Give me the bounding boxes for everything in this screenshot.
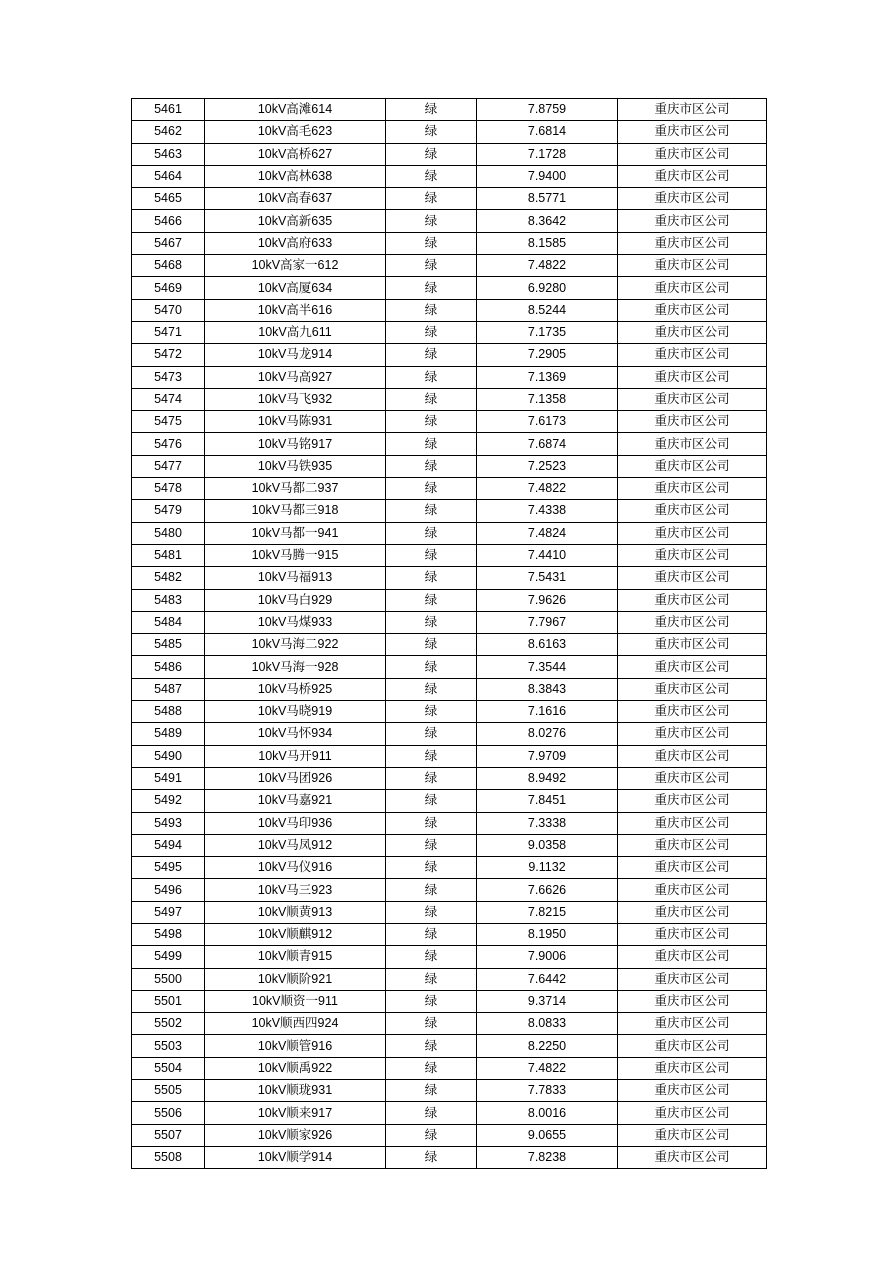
- cell-id: 5463: [132, 143, 205, 165]
- cell-value: 7.1616: [477, 701, 618, 723]
- cell-id: 5504: [132, 1057, 205, 1079]
- cell-value: 7.1728: [477, 143, 618, 165]
- cell-line-name: 10kV顺资一911: [205, 990, 386, 1012]
- cell-value: 7.6874: [477, 433, 618, 455]
- table-row: [132, 990, 767, 1012]
- cell-id: 5506: [132, 1102, 205, 1124]
- table-row: [132, 165, 767, 187]
- cell-value: 8.5771: [477, 188, 618, 210]
- cell-value: 7.1358: [477, 388, 618, 410]
- cell-color: 绿: [386, 923, 477, 945]
- cell-id: 5469: [132, 277, 205, 299]
- table-row: [132, 433, 767, 455]
- table-row: [132, 701, 767, 723]
- cell-line-name: 10kV顺西四924: [205, 1013, 386, 1035]
- cell-id: 5461: [132, 99, 205, 121]
- cell-value: 7.5431: [477, 567, 618, 589]
- table-row: [132, 344, 767, 366]
- cell-id: 5502: [132, 1013, 205, 1035]
- cell-color: 绿: [386, 901, 477, 923]
- cell-value: 7.6173: [477, 411, 618, 433]
- cell-value: 7.6626: [477, 879, 618, 901]
- table-row: [132, 923, 767, 945]
- cell-company: 重庆市区公司: [618, 1057, 767, 1079]
- cell-company: 重庆市区公司: [618, 165, 767, 187]
- cell-value: 7.4824: [477, 522, 618, 544]
- table-row: [132, 611, 767, 633]
- cell-company: 重庆市区公司: [618, 143, 767, 165]
- cell-line-name: 10kV高厦634: [205, 277, 386, 299]
- table-row: [132, 544, 767, 566]
- cell-id: 5491: [132, 767, 205, 789]
- cell-company: 重庆市区公司: [618, 701, 767, 723]
- cell-value: 7.4822: [477, 1057, 618, 1079]
- cell-id: 5468: [132, 255, 205, 277]
- cell-value: 8.5244: [477, 299, 618, 321]
- cell-line-name: 10kV马都一941: [205, 522, 386, 544]
- cell-company: 重庆市区公司: [618, 388, 767, 410]
- table-row: [132, 455, 767, 477]
- cell-line-name: 10kV马飞932: [205, 388, 386, 410]
- data-table-container: [131, 98, 761, 1169]
- cell-value: 7.4822: [477, 255, 618, 277]
- cell-line-name: 10kV顺麒912: [205, 923, 386, 945]
- cell-line-name: 10kV马煤933: [205, 611, 386, 633]
- cell-company: 重庆市区公司: [618, 745, 767, 767]
- cell-company: 重庆市区公司: [618, 188, 767, 210]
- cell-line-name: 10kV高毛623: [205, 121, 386, 143]
- cell-value: 8.1585: [477, 232, 618, 254]
- cell-company: 重庆市区公司: [618, 567, 767, 589]
- cell-id: 5473: [132, 366, 205, 388]
- cell-line-name: 10kV马三923: [205, 879, 386, 901]
- cell-line-name: 10kV高府633: [205, 232, 386, 254]
- cell-company: 重庆市区公司: [618, 1146, 767, 1168]
- cell-value: 7.8451: [477, 790, 618, 812]
- cell-line-name: 10kV马腾一915: [205, 544, 386, 566]
- cell-line-name: 10kV马海一928: [205, 656, 386, 678]
- cell-company: 重庆市区公司: [618, 255, 767, 277]
- cell-id: 5474: [132, 388, 205, 410]
- cell-color: 绿: [386, 500, 477, 522]
- cell-company: 重庆市区公司: [618, 611, 767, 633]
- cell-color: 绿: [386, 656, 477, 678]
- cell-color: 绿: [386, 388, 477, 410]
- cell-id: 5503: [132, 1035, 205, 1057]
- cell-line-name: 10kV高桥627: [205, 143, 386, 165]
- cell-value: 7.4410: [477, 544, 618, 566]
- table-row: [132, 1013, 767, 1035]
- table-row: [132, 812, 767, 834]
- cell-line-name: 10kV马福913: [205, 567, 386, 589]
- cell-company: 重庆市区公司: [618, 946, 767, 968]
- cell-company: 重庆市区公司: [618, 366, 767, 388]
- cell-color: 绿: [386, 857, 477, 879]
- cell-id: 5508: [132, 1146, 205, 1168]
- cell-id: 5501: [132, 990, 205, 1012]
- cell-line-name: 10kV顺禹922: [205, 1057, 386, 1079]
- cell-color: 绿: [386, 567, 477, 589]
- cell-color: 绿: [386, 366, 477, 388]
- cell-company: 重庆市区公司: [618, 344, 767, 366]
- cell-color: 绿: [386, 1057, 477, 1079]
- cell-color: 绿: [386, 701, 477, 723]
- table-row: [132, 790, 767, 812]
- cell-id: 5499: [132, 946, 205, 968]
- cell-company: 重庆市区公司: [618, 634, 767, 656]
- cell-company: 重庆市区公司: [618, 232, 767, 254]
- cell-company: 重庆市区公司: [618, 767, 767, 789]
- table-row: [132, 411, 767, 433]
- cell-color: 绿: [386, 879, 477, 901]
- cell-line-name: 10kV顺阶921: [205, 968, 386, 990]
- cell-color: 绿: [386, 299, 477, 321]
- cell-id: 5465: [132, 188, 205, 210]
- table-row: [132, 366, 767, 388]
- cell-id: 5478: [132, 478, 205, 500]
- cell-company: 重庆市区公司: [618, 411, 767, 433]
- cell-value: 8.3642: [477, 210, 618, 232]
- cell-value: 7.7967: [477, 611, 618, 633]
- cell-company: 重庆市区公司: [618, 121, 767, 143]
- table-row: [132, 299, 767, 321]
- cell-id: 5488: [132, 701, 205, 723]
- cell-color: 绿: [386, 143, 477, 165]
- cell-company: 重庆市区公司: [618, 723, 767, 745]
- cell-company: 重庆市区公司: [618, 544, 767, 566]
- table-row: [132, 99, 767, 121]
- cell-company: 重庆市区公司: [618, 500, 767, 522]
- cell-color: 绿: [386, 165, 477, 187]
- cell-line-name: 10kV马印936: [205, 812, 386, 834]
- cell-line-name: 10kV马仪916: [205, 857, 386, 879]
- cell-line-name: 10kV马白929: [205, 589, 386, 611]
- cell-color: 绿: [386, 1013, 477, 1035]
- cell-value: 7.6442: [477, 968, 618, 990]
- cell-id: 5495: [132, 857, 205, 879]
- cell-color: 绿: [386, 834, 477, 856]
- cell-value: 7.4338: [477, 500, 618, 522]
- cell-id: 5472: [132, 344, 205, 366]
- cell-value: 7.2523: [477, 455, 618, 477]
- cell-company: 重庆市区公司: [618, 277, 767, 299]
- cell-line-name: 10kV马凤912: [205, 834, 386, 856]
- cell-company: 重庆市区公司: [618, 1013, 767, 1035]
- cell-line-name: 10kV顺来917: [205, 1102, 386, 1124]
- cell-id: 5492: [132, 790, 205, 812]
- cell-id: 5479: [132, 500, 205, 522]
- cell-value: 8.0016: [477, 1102, 618, 1124]
- cell-id: 5484: [132, 611, 205, 633]
- cell-value: 7.2905: [477, 344, 618, 366]
- cell-color: 绿: [386, 1080, 477, 1102]
- cell-line-name: 10kV马怀934: [205, 723, 386, 745]
- table-row: [132, 834, 767, 856]
- cell-line-name: 10kV马团926: [205, 767, 386, 789]
- cell-value: 7.3338: [477, 812, 618, 834]
- cell-company: 重庆市区公司: [618, 210, 767, 232]
- cell-value: 9.1132: [477, 857, 618, 879]
- cell-id: 5471: [132, 321, 205, 343]
- cell-color: 绿: [386, 968, 477, 990]
- table-row: [132, 634, 767, 656]
- table-row: [132, 1146, 767, 1168]
- cell-line-name: 10kV高林638: [205, 165, 386, 187]
- cell-value: 7.4822: [477, 478, 618, 500]
- cell-value: 8.9492: [477, 767, 618, 789]
- cell-color: 绿: [386, 723, 477, 745]
- cell-line-name: 10kV顺学914: [205, 1146, 386, 1168]
- cell-color: 绿: [386, 1102, 477, 1124]
- cell-line-name: 10kV马嘉921: [205, 790, 386, 812]
- cell-value: 9.0655: [477, 1124, 618, 1146]
- cell-value: 9.0358: [477, 834, 618, 856]
- cell-value: 7.8238: [477, 1146, 618, 1168]
- cell-id: 5498: [132, 923, 205, 945]
- cell-id: 5477: [132, 455, 205, 477]
- cell-value: 8.3843: [477, 678, 618, 700]
- cell-value: 7.1369: [477, 366, 618, 388]
- cell-id: 5462: [132, 121, 205, 143]
- cell-id: 5476: [132, 433, 205, 455]
- cell-color: 绿: [386, 232, 477, 254]
- cell-company: 重庆市区公司: [618, 790, 767, 812]
- table-row: [132, 210, 767, 232]
- cell-value: 7.9709: [477, 745, 618, 767]
- cell-value: 7.1735: [477, 321, 618, 343]
- cell-id: 5487: [132, 678, 205, 700]
- cell-company: 重庆市区公司: [618, 589, 767, 611]
- cell-company: 重庆市区公司: [618, 321, 767, 343]
- cell-company: 重庆市区公司: [618, 522, 767, 544]
- cell-value: 9.3714: [477, 990, 618, 1012]
- cell-color: 绿: [386, 990, 477, 1012]
- cell-color: 绿: [386, 121, 477, 143]
- cell-color: 绿: [386, 277, 477, 299]
- cell-color: 绿: [386, 946, 477, 968]
- cell-value: 8.0833: [477, 1013, 618, 1035]
- table-row: [132, 1057, 767, 1079]
- cell-line-name: 10kV顺青915: [205, 946, 386, 968]
- cell-line-name: 10kV高新635: [205, 210, 386, 232]
- cell-line-name: 10kV马晓919: [205, 701, 386, 723]
- cell-company: 重庆市区公司: [618, 99, 767, 121]
- cell-color: 绿: [386, 544, 477, 566]
- cell-color: 绿: [386, 1124, 477, 1146]
- cell-id: 5467: [132, 232, 205, 254]
- table-row: [132, 678, 767, 700]
- cell-id: 5482: [132, 567, 205, 589]
- table-row: [132, 522, 767, 544]
- table-row: [132, 1080, 767, 1102]
- table-row: [132, 321, 767, 343]
- table-row: [132, 901, 767, 923]
- cell-id: 5464: [132, 165, 205, 187]
- cell-color: 绿: [386, 478, 477, 500]
- cell-color: 绿: [386, 321, 477, 343]
- table-row: [132, 723, 767, 745]
- cell-company: 重庆市区公司: [618, 656, 767, 678]
- cell-value: 8.2250: [477, 1035, 618, 1057]
- table-row: [132, 857, 767, 879]
- cell-id: 5505: [132, 1080, 205, 1102]
- cell-id: 5470: [132, 299, 205, 321]
- table-row: [132, 767, 767, 789]
- table-row: [132, 946, 767, 968]
- cell-color: 绿: [386, 411, 477, 433]
- cell-id: 5466: [132, 210, 205, 232]
- cell-color: 绿: [386, 522, 477, 544]
- cell-company: 重庆市区公司: [618, 1035, 767, 1057]
- cell-company: 重庆市区公司: [618, 678, 767, 700]
- table-row: [132, 1124, 767, 1146]
- cell-company: 重庆市区公司: [618, 990, 767, 1012]
- table-row: [132, 188, 767, 210]
- cell-color: 绿: [386, 790, 477, 812]
- cell-line-name: 10kV马海二922: [205, 634, 386, 656]
- cell-color: 绿: [386, 745, 477, 767]
- cell-line-name: 10kV顺黄913: [205, 901, 386, 923]
- table-row: [132, 121, 767, 143]
- cell-line-name: 10kV马铁935: [205, 455, 386, 477]
- table-row: [132, 589, 767, 611]
- cell-line-name: 10kV顺珑931: [205, 1080, 386, 1102]
- table-row: [132, 567, 767, 589]
- cell-color: 绿: [386, 1146, 477, 1168]
- cell-company: 重庆市区公司: [618, 433, 767, 455]
- cell-company: 重庆市区公司: [618, 478, 767, 500]
- table-row: [132, 1035, 767, 1057]
- table-row: [132, 388, 767, 410]
- cell-id: 5485: [132, 634, 205, 656]
- cell-color: 绿: [386, 589, 477, 611]
- cell-company: 重庆市区公司: [618, 834, 767, 856]
- cell-id: 5483: [132, 589, 205, 611]
- cell-company: 重庆市区公司: [618, 1124, 767, 1146]
- cell-company: 重庆市区公司: [618, 455, 767, 477]
- table-row: [132, 500, 767, 522]
- cell-color: 绿: [386, 433, 477, 455]
- cell-id: 5496: [132, 879, 205, 901]
- table-body: [132, 99, 767, 1169]
- cell-value: 8.1950: [477, 923, 618, 945]
- cell-company: 重庆市区公司: [618, 812, 767, 834]
- cell-value: 8.0276: [477, 723, 618, 745]
- cell-id: 5480: [132, 522, 205, 544]
- cell-color: 绿: [386, 634, 477, 656]
- cell-company: 重庆市区公司: [618, 1102, 767, 1124]
- cell-color: 绿: [386, 344, 477, 366]
- cell-line-name: 10kV高家一612: [205, 255, 386, 277]
- table-row: [132, 143, 767, 165]
- cell-color: 绿: [386, 455, 477, 477]
- cell-line-name: 10kV马高927: [205, 366, 386, 388]
- cell-line-name: 10kV马陈931: [205, 411, 386, 433]
- cell-company: 重庆市区公司: [618, 1080, 767, 1102]
- cell-company: 重庆市区公司: [618, 857, 767, 879]
- cell-id: 5486: [132, 656, 205, 678]
- cell-company: 重庆市区公司: [618, 968, 767, 990]
- table-row: [132, 968, 767, 990]
- table-row: [132, 277, 767, 299]
- cell-color: 绿: [386, 1035, 477, 1057]
- cell-id: 5481: [132, 544, 205, 566]
- cell-value: 7.9626: [477, 589, 618, 611]
- cell-color: 绿: [386, 210, 477, 232]
- cell-id: 5489: [132, 723, 205, 745]
- cell-id: 5497: [132, 901, 205, 923]
- cell-value: 7.6814: [477, 121, 618, 143]
- cell-id: 5500: [132, 968, 205, 990]
- cell-line-name: 10kV高九611: [205, 321, 386, 343]
- cell-line-name: 10kV马开911: [205, 745, 386, 767]
- cell-line-name: 10kV马都三918: [205, 500, 386, 522]
- cell-id: 5494: [132, 834, 205, 856]
- line-data-table: [131, 98, 767, 1169]
- cell-line-name: 10kV马龙914: [205, 344, 386, 366]
- cell-color: 绿: [386, 611, 477, 633]
- cell-color: 绿: [386, 188, 477, 210]
- cell-value: 6.9280: [477, 277, 618, 299]
- cell-id: 5493: [132, 812, 205, 834]
- table-row: [132, 478, 767, 500]
- cell-line-name: 10kV顺家926: [205, 1124, 386, 1146]
- table-row: [132, 656, 767, 678]
- cell-id: 5507: [132, 1124, 205, 1146]
- cell-line-name: 10kV马铭917: [205, 433, 386, 455]
- cell-color: 绿: [386, 678, 477, 700]
- table-row: [132, 879, 767, 901]
- table-row: [132, 745, 767, 767]
- cell-value: 7.8215: [477, 901, 618, 923]
- cell-line-name: 10kV顺管916: [205, 1035, 386, 1057]
- cell-line-name: 10kV马桥925: [205, 678, 386, 700]
- cell-color: 绿: [386, 99, 477, 121]
- cell-line-name: 10kV高滩614: [205, 99, 386, 121]
- cell-line-name: 10kV马都二937: [205, 478, 386, 500]
- table-row: [132, 232, 767, 254]
- cell-color: 绿: [386, 812, 477, 834]
- cell-value: 7.9006: [477, 946, 618, 968]
- cell-company: 重庆市区公司: [618, 901, 767, 923]
- cell-value: 7.3544: [477, 656, 618, 678]
- cell-value: 7.8759: [477, 99, 618, 121]
- cell-id: 5490: [132, 745, 205, 767]
- cell-color: 绿: [386, 767, 477, 789]
- cell-company: 重庆市区公司: [618, 923, 767, 945]
- cell-value: 8.6163: [477, 634, 618, 656]
- cell-id: 5475: [132, 411, 205, 433]
- cell-company: 重庆市区公司: [618, 299, 767, 321]
- cell-value: 7.7833: [477, 1080, 618, 1102]
- table-row: [132, 1102, 767, 1124]
- cell-line-name: 10kV高半616: [205, 299, 386, 321]
- cell-color: 绿: [386, 255, 477, 277]
- cell-company: 重庆市区公司: [618, 879, 767, 901]
- table-row: [132, 255, 767, 277]
- cell-line-name: 10kV高春637: [205, 188, 386, 210]
- cell-value: 7.9400: [477, 165, 618, 187]
